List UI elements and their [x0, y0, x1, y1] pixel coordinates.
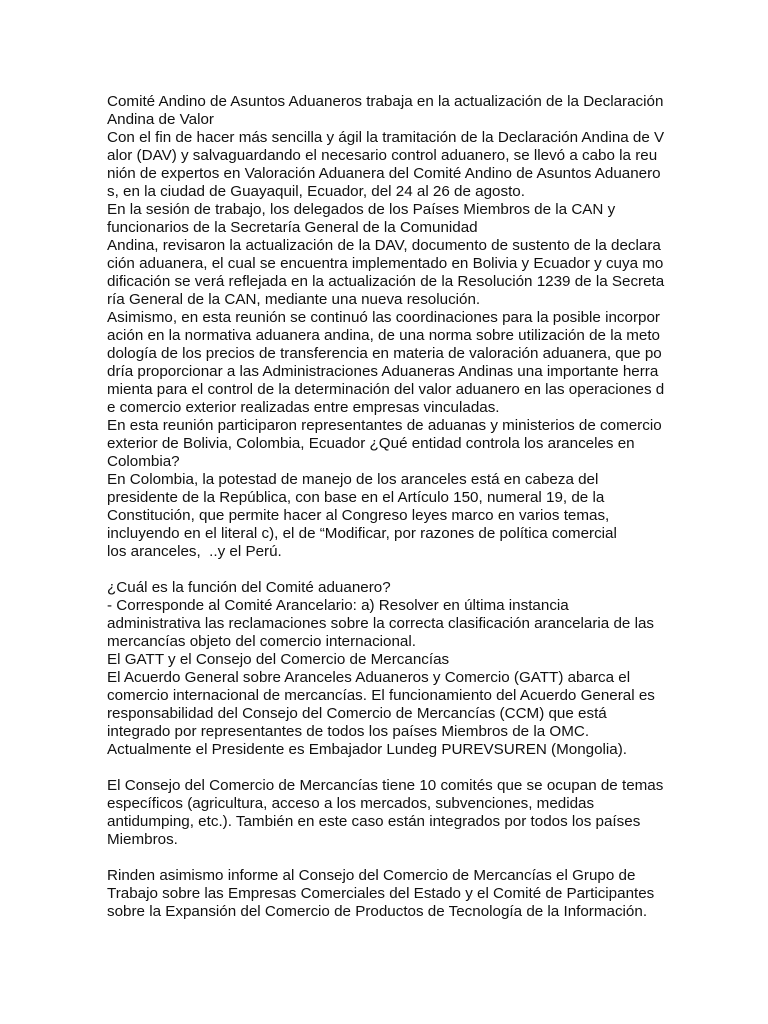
text-line: dología de los precios de transferencia en materia de valoración aduanera, que po: [107, 345, 662, 362]
text-line: Con el fin de hacer más sencilla y ágil la tramitación de la Declaración Andina de V: [107, 129, 665, 146]
text-line: Andina, revisaron la actualización de la DAV, documento de sustento de la declara: [107, 237, 661, 254]
text-line: comercio internacional de mercancías. El funcionamiento del Acuerdo General es: [107, 687, 655, 704]
text-line: Rinden asimismo informe al Consejo del Comercio de Mercancías el Grupo de: [107, 867, 636, 884]
text-line: ación en la normativa aduanera andina, de una norma sobre utilización de la meto: [107, 327, 661, 344]
text-line: administrativa las reclamaciones sobre la correcta clasificación arancelaria de las: [107, 615, 654, 632]
text-line: sobre la Expansión del Comercio de Productos de Tecnología de la Información.: [107, 903, 648, 920]
text-line: presidente de la República, con base en el Artículo 150, numeral 19, de la: [107, 489, 605, 506]
text-line: En la sesión de trabajo, los delegados de los Países Miembros de la CAN y: [107, 201, 616, 218]
text-line: El Acuerdo General sobre Aranceles Aduaneros y Comercio (GATT) abarca el: [107, 669, 631, 686]
text-line: Andina de Valor: [107, 111, 214, 128]
text-line: El GATT y el Consejo del Comercio de Mercancías: [107, 651, 450, 668]
blank-line: [107, 759, 687, 777]
blank-line: [107, 561, 687, 579]
text-line: Actualmente el Presidente es Embajador Lundeg PUREVSUREN (Mongolia).: [107, 741, 628, 758]
text-line: Trabajo sobre las Empresas Comerciales del Estado y el Comité de Participantes: [107, 885, 655, 902]
text-line: ción aduanera, el cual se encuentra implementado en Bolivia y Ecuador y cuya mo: [107, 255, 664, 272]
text-line: específicos (agricultura, acceso a los mercados, subvenciones, medidas: [107, 795, 595, 812]
text-line: El Consejo del Comercio de Mercancías tiene 10 comités que se ocupan de temas: [107, 777, 664, 794]
text-line: responsabilidad del Consejo del Comercio de Mercancías (CCM) que está: [107, 705, 607, 722]
text-line: Asimismo, en esta reunión se continuó las coordinaciones para la posible incorpor: [107, 309, 660, 326]
text-line: dificación se verá reflejada en la actualización de la Resolución 1239 de la Secreta: [107, 273, 665, 290]
text-line: exterior de Bolivia, Colombia, Ecuador ¿Qué entidad controla los aranceles en: [107, 435, 635, 452]
document-page: [107, 93, 687, 921]
text-line: Comité Andino de Asuntos Aduaneros trabaja en la actualización de la Declaración: [107, 93, 664, 110]
text-line: alor (DAV) y salvaguardando el necesario control aduanero, se llevó a cabo la reu: [107, 147, 658, 164]
text-line: - Corresponde al Comité Arancelario: a) Resolver en última instancia: [107, 597, 569, 614]
blank-line: [107, 849, 687, 867]
text-line: incluyendo en el literal c), el de “Modificar, por razones de política comercial: [107, 525, 617, 542]
text-line: funcionarios de la Secretaría General de la Comunidad: [107, 219, 478, 236]
text-line: los aranceles, ..y el Perú.: [107, 543, 282, 560]
text-line: Colombia?: [107, 453, 180, 470]
text-line: ¿Cuál es la función del Comité aduanero?: [107, 579, 391, 596]
text-line: dría proporcionar a las Administraciones Aduaneras Andinas una importante herra: [107, 363, 659, 380]
text-line: antidumping, etc.). También en este caso están integrados por todos los países: [107, 813, 641, 830]
text-line: s, en la ciudad de Guayaquil, Ecuador, del 24 al 26 de agosto.: [107, 183, 525, 200]
text-line: e comercio exterior realizadas entre empresas vinculadas.: [107, 399, 500, 416]
text-line: Miembros.: [107, 831, 178, 848]
text-line: mienta para el control de la determinación del valor aduanero en las operaciones d: [107, 381, 665, 398]
text-line: Constitución, que permite hacer al Congreso leyes marco en varios temas,: [107, 507, 610, 524]
text-line: integrado por representantes de todos los países Miembros de la OMC.: [107, 723, 590, 740]
text-line: mercancías objeto del comercio internacional.: [107, 633, 416, 650]
text-line: nión de expertos en Valoración Aduanera del Comité Andino de Asuntos Aduanero: [107, 165, 661, 182]
text-line: ría General de la CAN, mediante una nueva resolución.: [107, 291, 481, 308]
text-line: En esta reunión participaron representantes de aduanas y ministerios de comercio: [107, 417, 662, 434]
text-line: En Colombia, la potestad de manejo de los aranceles está en cabeza del: [107, 471, 599, 488]
